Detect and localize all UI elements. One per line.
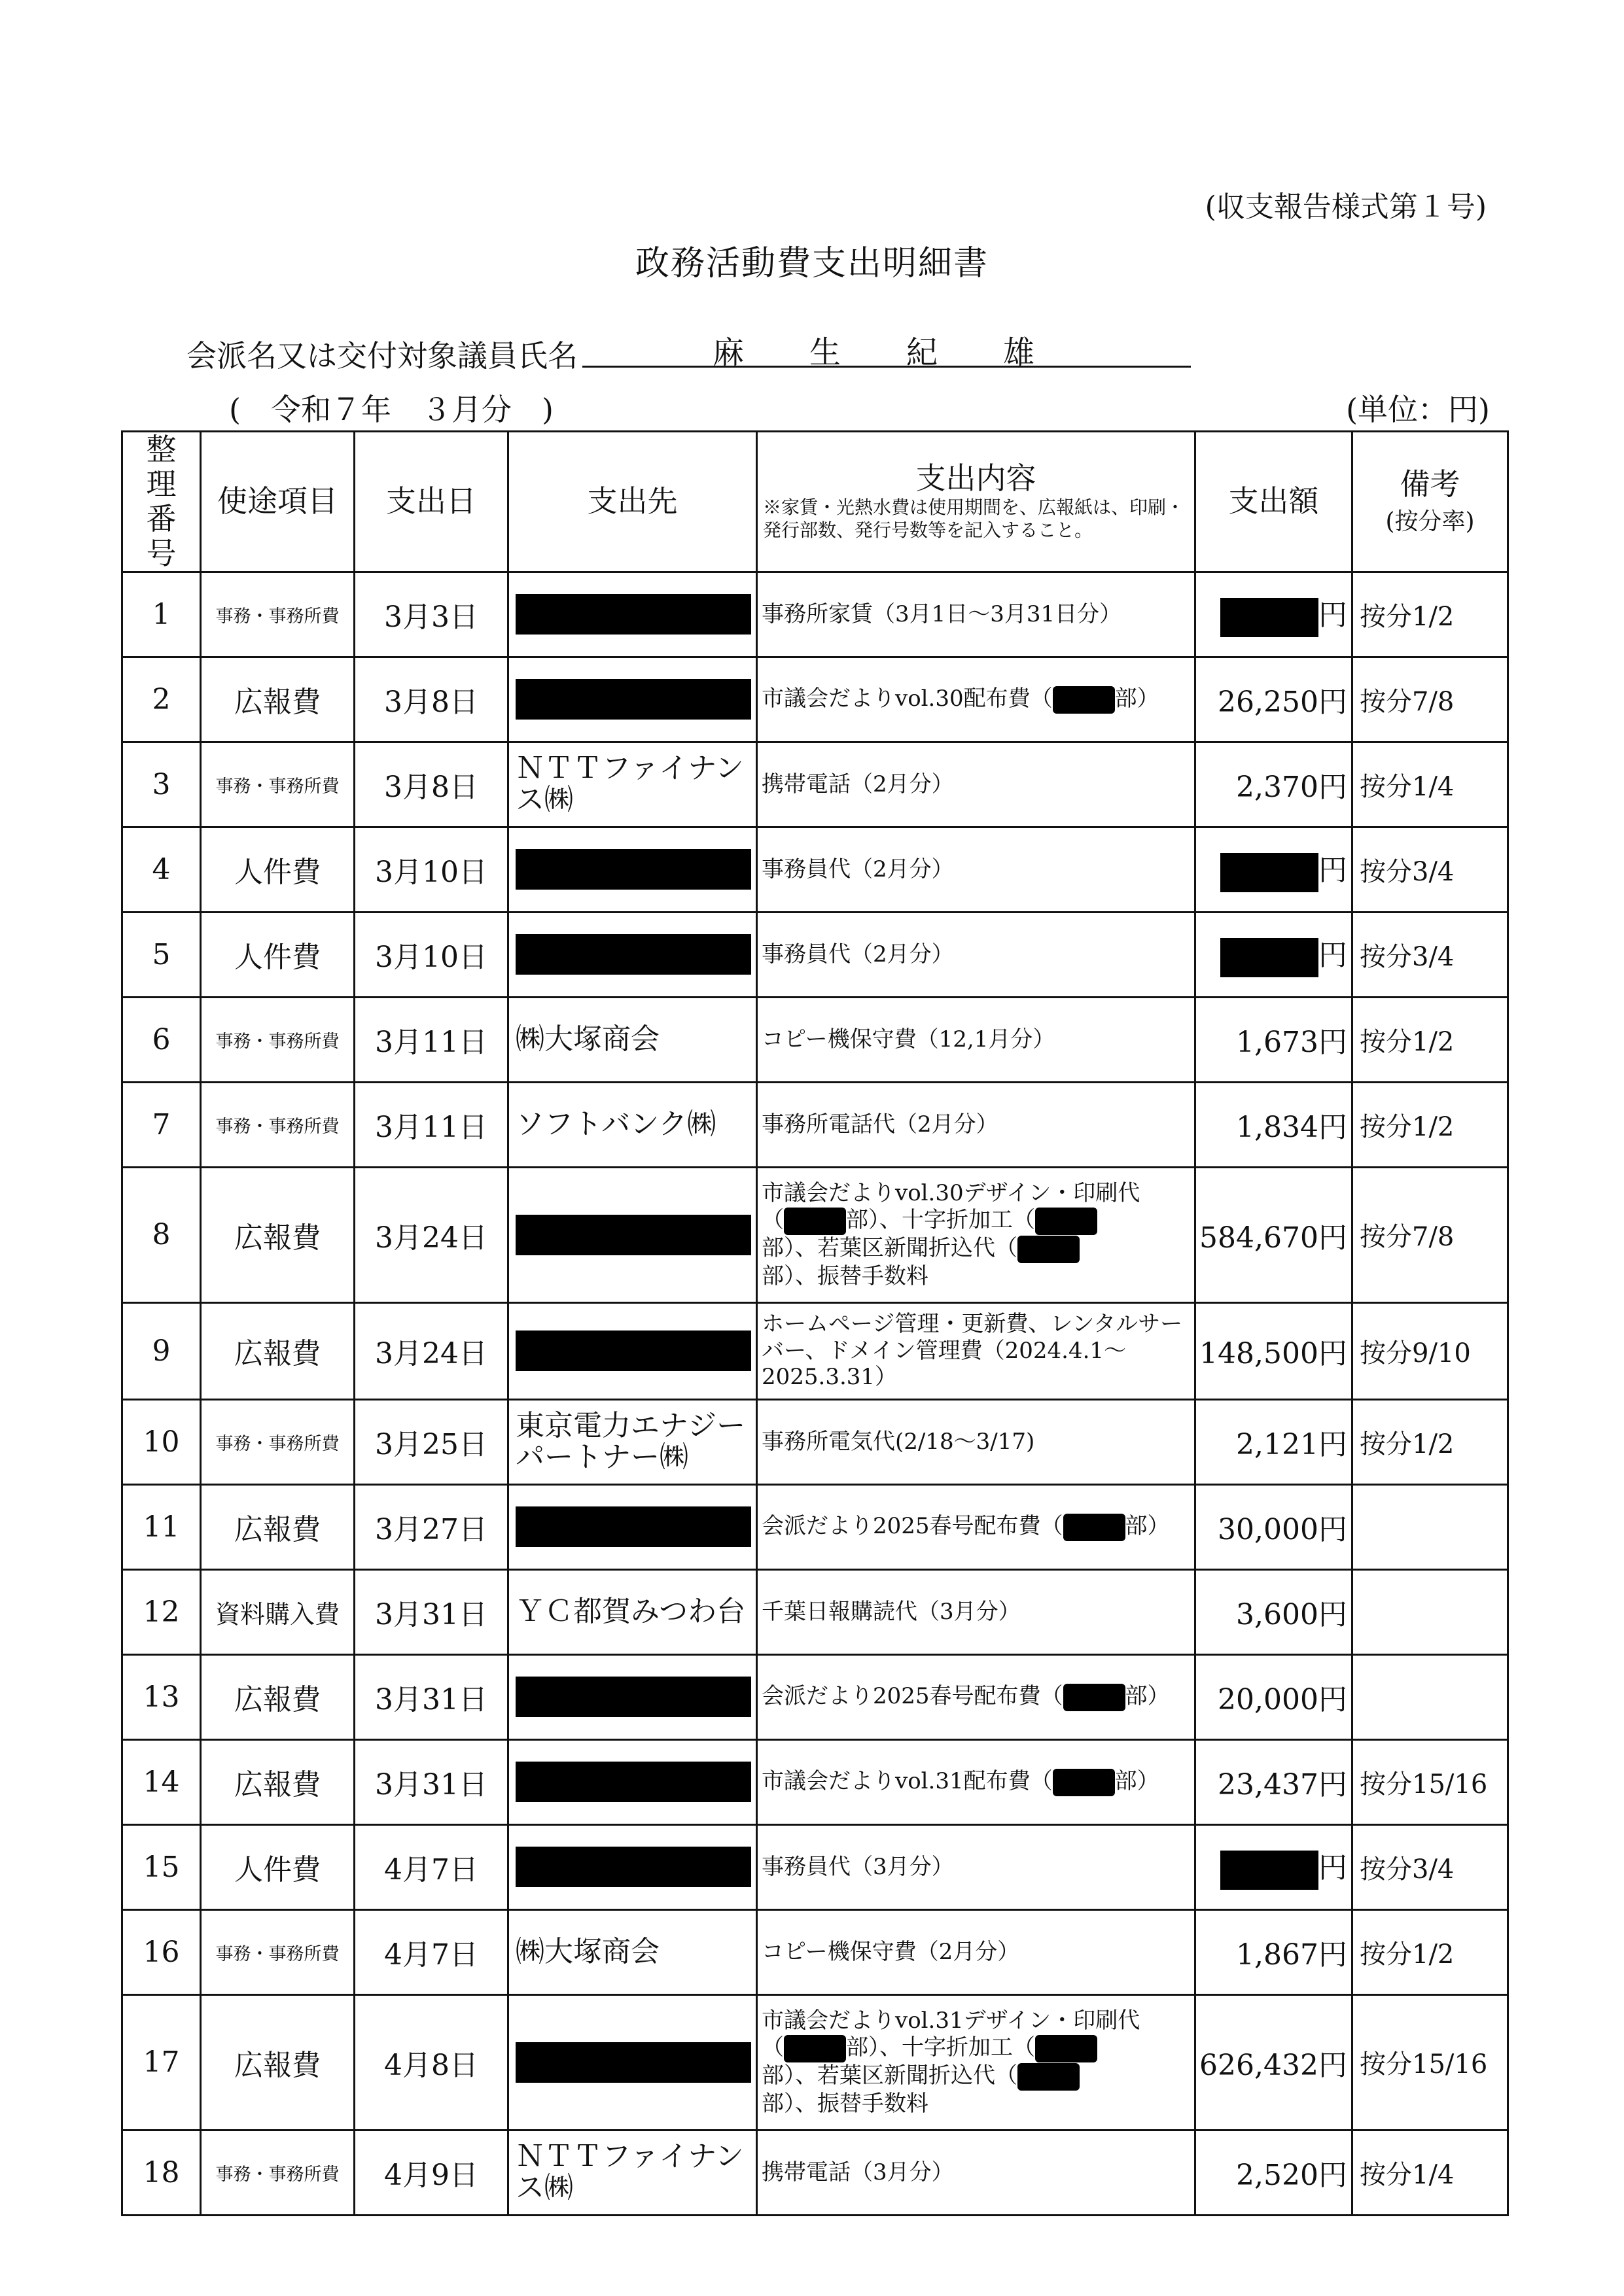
redaction-box	[1017, 2063, 1080, 2091]
row-amount: 30,000円	[1195, 1484, 1352, 1569]
header-date: 支出日	[355, 432, 508, 572]
row-note: 按分15/16	[1352, 1739, 1508, 1824]
expense-table	[121, 430, 1509, 2216]
row-date: 3月24日	[355, 1167, 508, 1302]
table-row	[122, 1909, 1508, 1994]
amount-unit: 円	[1318, 854, 1347, 888]
row-amount	[1195, 827, 1352, 912]
row-no: 14	[122, 1739, 201, 1824]
amount-unit: 円	[1318, 939, 1347, 973]
description-text: （	[762, 2034, 784, 2061]
header-category: 使途項目	[201, 432, 355, 572]
row-amount: 148,500円	[1195, 1302, 1352, 1399]
row-note: 按分1/2	[1352, 1909, 1508, 1994]
header-payee: 支出先	[508, 432, 757, 572]
row-payee	[508, 1302, 757, 1399]
row-date: 3月31日	[355, 1739, 508, 1824]
row-note: 按分1/2	[1352, 997, 1508, 1082]
description-text: 会派だより2025春号配布費（	[762, 1512, 1063, 1539]
row-category: 広報費	[201, 1654, 355, 1739]
row-no: 7	[122, 1082, 201, 1167]
description-text: 部）	[1114, 685, 1159, 712]
description-text: 部）、十字折加工（	[846, 1206, 1035, 1233]
redaction-box	[1035, 1208, 1097, 1235]
form-number: (収支報告様式第１号)	[1205, 190, 1487, 224]
row-amount: 1,834円	[1195, 1082, 1352, 1167]
redaction-box	[516, 2042, 751, 2083]
row-category: 事務・事務所費	[201, 1082, 355, 1167]
row-payee	[508, 1994, 757, 2130]
row-date: 3月25日	[355, 1399, 508, 1484]
row-amount	[1195, 1824, 1352, 1909]
row-description: 携帯電話（3月分）	[757, 2130, 1195, 2215]
row-payee: ㈱大塚商会	[508, 997, 757, 1082]
row-amount: 626,432円	[1195, 1994, 1352, 2130]
row-note	[1352, 1484, 1508, 1569]
row-note: 按分15/16	[1352, 1994, 1508, 2130]
row-no: 17	[122, 1994, 201, 2130]
table-row	[122, 1302, 1508, 1399]
header-no: 整理番号	[122, 432, 201, 572]
table-row	[122, 1082, 1508, 1167]
redaction-box	[516, 1331, 751, 1371]
row-note: 按分3/4	[1352, 827, 1508, 912]
row-category: 広報費	[201, 1167, 355, 1302]
description-text: 部）、若葉区新聞折込代（	[762, 2062, 1017, 2089]
row-date: 3月3日	[355, 572, 508, 657]
row-payee: 東京電力エナジーパートナー㈱	[508, 1399, 757, 1484]
redaction-box	[516, 1847, 751, 1887]
row-no: 11	[122, 1484, 201, 1569]
redaction-box	[1063, 1684, 1125, 1711]
row-description: 事務員代（3月分）	[757, 1824, 1195, 1909]
row-date: 4月9日	[355, 2130, 508, 2215]
table-row	[122, 912, 1508, 997]
row-note: 按分3/4	[1352, 912, 1508, 997]
redaction-box	[1220, 1851, 1318, 1890]
row-category: 事務・事務所費	[201, 2130, 355, 2215]
row-category: 事務・事務所費	[201, 742, 355, 827]
row-category: 事務・事務所費	[201, 1399, 355, 1484]
redaction-box	[1017, 1236, 1080, 1263]
table-body	[122, 572, 1508, 2215]
row-category: 広報費	[201, 1739, 355, 1824]
table-row	[122, 1654, 1508, 1739]
row-description: ホームページ管理・更新費、レンタルサーバー、ドメイン管理費（2024.4.1～2025.3.31）	[757, 1302, 1195, 1399]
redaction-box	[784, 1208, 846, 1235]
table-row	[122, 1399, 1508, 1484]
row-payee	[508, 1484, 757, 1569]
description-text: 部）	[1114, 1767, 1159, 1794]
row-amount: 20,000円	[1195, 1654, 1352, 1739]
table-row	[122, 572, 1508, 657]
row-no: 15	[122, 1824, 201, 1909]
row-amount	[1195, 572, 1352, 657]
redaction-box	[516, 1762, 751, 1802]
row-note: 按分1/4	[1352, 2130, 1508, 2215]
redaction-box	[1053, 686, 1115, 714]
row-description: 事務員代（2月分）	[757, 912, 1195, 997]
row-amount: 2,121円	[1195, 1399, 1352, 1484]
row-note: 按分1/4	[1352, 742, 1508, 827]
redaction-box	[1220, 853, 1318, 892]
row-no: 6	[122, 997, 201, 1082]
redaction-box	[516, 934, 751, 975]
description-text: 部）、振替手数料	[762, 2090, 928, 2117]
row-note	[1352, 1654, 1508, 1739]
row-payee	[508, 827, 757, 912]
row-date: 4月8日	[355, 1994, 508, 2130]
redaction-box	[1063, 1514, 1125, 1541]
row-date: 3月11日	[355, 1082, 508, 1167]
redaction-box	[1035, 2035, 1097, 2062]
row-no: 3	[122, 742, 201, 827]
row-date: 3月10日	[355, 827, 508, 912]
row-description	[757, 657, 1195, 742]
header-description-note: ※家賃・光熱水費は使用期間を、広報紙は、印刷・発行部数、発行号数等を記入すること。	[763, 496, 1185, 542]
row-category: 広報費	[201, 1302, 355, 1399]
row-note: 按分3/4	[1352, 1824, 1508, 1909]
redaction-box	[516, 849, 751, 890]
row-amount: 23,437円	[1195, 1739, 1352, 1824]
row-note: 按分1/2	[1352, 1082, 1508, 1167]
header-description	[757, 432, 1195, 572]
row-description: 事務所家賃（3月1日～3月31日分）	[757, 572, 1195, 657]
table-row	[122, 827, 1508, 912]
row-description: 事務所電話代（2月分）	[757, 1082, 1195, 1167]
row-description	[757, 1739, 1195, 1824]
row-description: 事務員代（2月分）	[757, 827, 1195, 912]
row-no: 12	[122, 1569, 201, 1654]
redaction-box	[516, 1506, 751, 1547]
row-payee	[508, 912, 757, 997]
row-amount	[1195, 912, 1352, 997]
row-payee	[508, 1654, 757, 1739]
row-category: 広報費	[201, 1994, 355, 2130]
table-row	[122, 997, 1508, 1082]
row-date: 3月24日	[355, 1302, 508, 1399]
row-payee	[508, 572, 757, 657]
row-payee: ＮＴＴファイナンス㈱	[508, 2130, 757, 2215]
table-row	[122, 1824, 1508, 1909]
row-no: 16	[122, 1909, 201, 1994]
row-payee: ソフトバンク㈱	[508, 1082, 757, 1167]
header-amount: 支出額	[1195, 432, 1352, 572]
document-title: 政務活動費支出明細書	[635, 244, 989, 283]
table-row	[122, 1569, 1508, 1654]
description-text: 部）、十字折加工（	[846, 2034, 1035, 2061]
row-description	[757, 1994, 1195, 2130]
name-label: 会派名又は交付対象議員氏名	[186, 338, 578, 374]
description-text: （	[762, 1206, 784, 1233]
row-amount: 26,250円	[1195, 657, 1352, 742]
row-no: 10	[122, 1399, 201, 1484]
redaction-box	[516, 594, 751, 635]
redaction-box	[516, 679, 751, 720]
row-no: 18	[122, 2130, 201, 2215]
row-description: 千葉日報購読代（3月分）	[757, 1569, 1195, 1654]
description-text: 市議会だよりvol.30配布費（	[762, 685, 1053, 712]
table-row	[122, 742, 1508, 827]
row-date: 3月8日	[355, 657, 508, 742]
row-description: 事務所電気代(2/18～3/17)	[757, 1399, 1195, 1484]
row-description: コピー機保守費（2月分）	[757, 1909, 1195, 1994]
row-payee: ＮＴＴファイナンス㈱	[508, 742, 757, 827]
row-amount: 3,600円	[1195, 1569, 1352, 1654]
row-amount: 1,673円	[1195, 997, 1352, 1082]
row-category: 事務・事務所費	[201, 1909, 355, 1994]
description-text: 部）	[1125, 1512, 1170, 1539]
redaction-box	[516, 1215, 751, 1255]
header-note-sub: (按分率)	[1385, 508, 1475, 535]
row-amount: 584,670円	[1195, 1167, 1352, 1302]
row-no: 1	[122, 572, 201, 657]
redaction-box	[516, 1677, 751, 1717]
row-no: 13	[122, 1654, 201, 1739]
row-payee: ㈱大塚商会	[508, 1909, 757, 1994]
row-category: 資料購入費	[201, 1569, 355, 1654]
row-no: 9	[122, 1302, 201, 1399]
row-payee	[508, 1167, 757, 1302]
row-date: 4月7日	[355, 1909, 508, 1994]
redaction-box	[784, 2035, 846, 2062]
row-description	[757, 1654, 1195, 1739]
row-note: 按分1/2	[1352, 1399, 1508, 1484]
row-category: 人件費	[201, 1824, 355, 1909]
description-text: 部）、若葉区新聞折込代（	[762, 1234, 1017, 1261]
table-row	[122, 657, 1508, 742]
header-description-title: 支出内容	[915, 461, 1036, 496]
row-description	[757, 1167, 1195, 1302]
table-header-row	[122, 432, 1508, 572]
row-category: 広報費	[201, 1484, 355, 1569]
row-payee	[508, 1824, 757, 1909]
row-no: 4	[122, 827, 201, 912]
amount-unit: 円	[1318, 1851, 1347, 1885]
description-text: 市議会だよりvol.31デザイン・印刷代	[762, 2007, 1140, 2034]
unit-label: (単位：円)	[1346, 392, 1490, 427]
row-description	[757, 1484, 1195, 1569]
row-category: 人件費	[201, 912, 355, 997]
redaction-box	[1220, 938, 1318, 977]
description-text: 部）	[1125, 1682, 1170, 1709]
row-date: 3月27日	[355, 1484, 508, 1569]
row-category: 事務・事務所費	[201, 997, 355, 1082]
row-payee	[508, 1739, 757, 1824]
row-date: 3月31日	[355, 1654, 508, 1739]
row-no: 5	[122, 912, 201, 997]
header-note	[1352, 432, 1508, 572]
row-date: 3月10日	[355, 912, 508, 997]
row-note	[1352, 1569, 1508, 1654]
description-text: 会派だより2025春号配布費（	[762, 1682, 1063, 1709]
row-payee: ＹＣ都賀みつわ台	[508, 1569, 757, 1654]
table-row	[122, 2130, 1508, 2215]
row-date: 4月7日	[355, 1824, 508, 1909]
description-text: 市議会だよりvol.30デザイン・印刷代	[762, 1179, 1140, 1206]
member-name: 麻生紀雄	[582, 327, 1191, 368]
row-date: 3月8日	[355, 742, 508, 827]
row-category: 事務・事務所費	[201, 572, 355, 657]
redaction-box	[1053, 1769, 1115, 1796]
row-no: 8	[122, 1167, 201, 1302]
row-no: 2	[122, 657, 201, 742]
row-category: 人件費	[201, 827, 355, 912]
row-description: コピー機保守費（12,1月分）	[757, 997, 1195, 1082]
row-amount: 2,520円	[1195, 2130, 1352, 2215]
description-text: 市議会だよりvol.31配布費（	[762, 1767, 1053, 1794]
amount-unit: 円	[1318, 599, 1347, 633]
description-text: 部）、振替手数料	[762, 1262, 928, 1289]
row-amount: 1,867円	[1195, 1909, 1352, 1994]
row-category: 広報費	[201, 657, 355, 742]
table-row	[122, 1484, 1508, 1569]
row-description: 携帯電話（2月分）	[757, 742, 1195, 827]
table-row	[122, 1994, 1508, 2130]
row-note: 按分1/2	[1352, 572, 1508, 657]
row-payee	[508, 657, 757, 742]
table-row	[122, 1739, 1508, 1824]
redaction-box	[1220, 598, 1318, 637]
row-amount: 2,370円	[1195, 742, 1352, 827]
header-note-title: 備考	[1400, 466, 1460, 502]
row-note: 按分9/10	[1352, 1302, 1508, 1399]
row-date: 3月11日	[355, 997, 508, 1082]
row-note: 按分7/8	[1352, 1167, 1508, 1302]
table-row	[122, 1167, 1508, 1302]
row-date: 3月31日	[355, 1569, 508, 1654]
row-note: 按分7/8	[1352, 657, 1508, 742]
reporting-period: ( 令和７年 ３月分 )	[229, 392, 554, 427]
